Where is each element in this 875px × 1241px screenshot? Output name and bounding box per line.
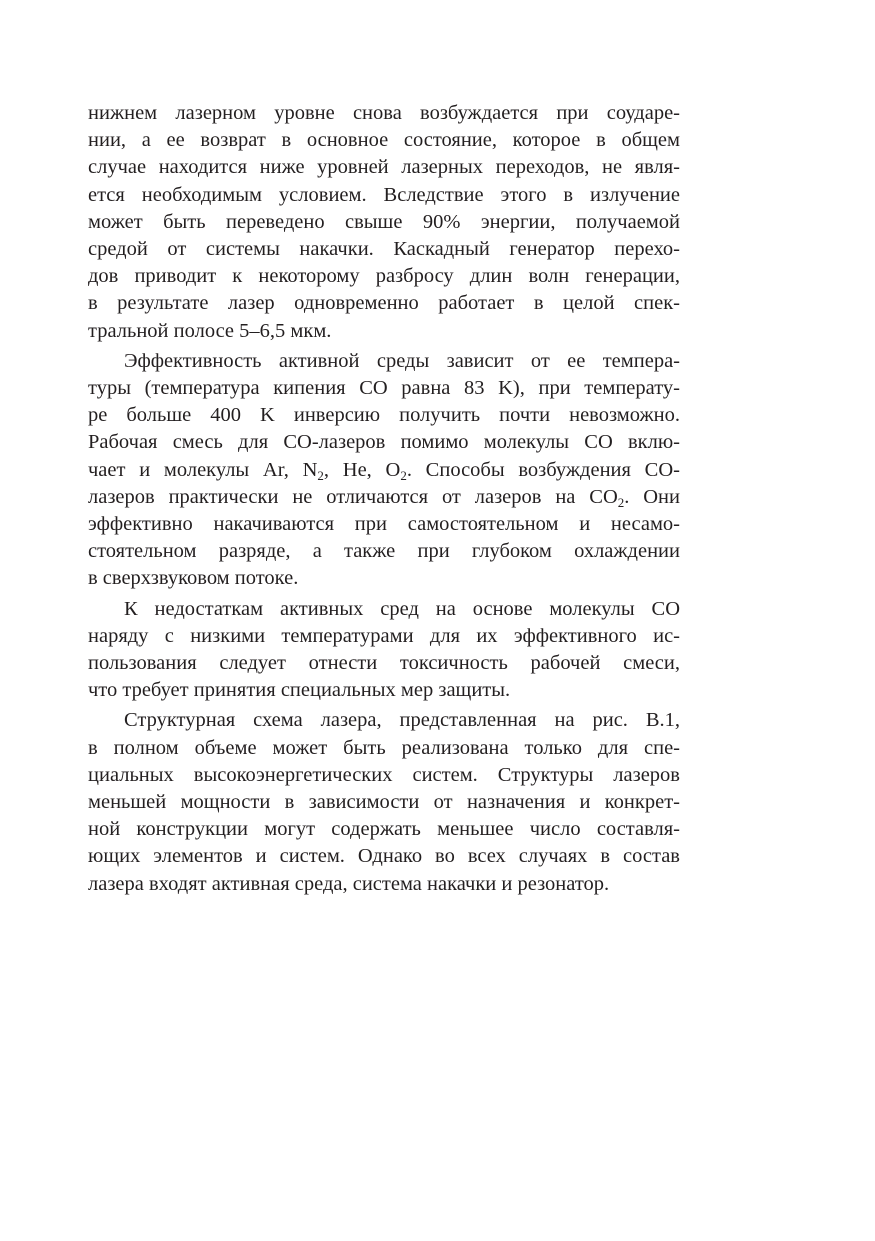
subscript: 2 bbox=[317, 467, 324, 483]
text-fragment: , He, O bbox=[323, 458, 401, 481]
text-line: наряду с низкими температурами для их эффективного ис- bbox=[88, 624, 680, 647]
text-fragment: . Они bbox=[624, 485, 680, 508]
text-line: нии, а ее возврат в основное состояние, которое в общем bbox=[88, 129, 680, 152]
text-line: лазера входят активная среда, система накачки и резонатор. bbox=[88, 872, 610, 895]
paragraph-1 bbox=[88, 100, 680, 345]
text-line-with-subscripts bbox=[88, 484, 680, 511]
text-line: в полном объеме может быть реализована только для спе- bbox=[88, 736, 680, 759]
text-fragment: лазеров практически не отличаются от лазеров на CO bbox=[88, 485, 618, 508]
text-line: средой от системы накачки. Каскадный генератор перехо- bbox=[88, 238, 680, 261]
text-line: нижнем лазерном уровне снова возбуждается при соударе- bbox=[88, 102, 680, 124]
subscript: 2 bbox=[617, 494, 625, 510]
paragraph-2 bbox=[88, 348, 680, 593]
text-line: ной конструкции могут содержать меньшее число составля- bbox=[88, 818, 680, 841]
text-line: пользования следует отнести токсичность рабочей смеси, bbox=[88, 652, 680, 675]
text-line: ющих элементов и систем. Однако во всех случаях в состав bbox=[88, 845, 680, 868]
text-line: дов приводит к некоторому разбросу длин волн генерации, bbox=[88, 265, 680, 288]
text-line: К недостаткам активных сред на основе молекулы CO bbox=[124, 597, 680, 620]
text-line: ре больше 400 K инверсию получить почти невозможно. bbox=[88, 404, 680, 427]
text-fragment: . Способы возбуждения CO- bbox=[406, 458, 680, 481]
text-line: что требует принятия специальных мер защиты. bbox=[88, 679, 511, 702]
paragraph-4 bbox=[88, 707, 680, 897]
text-line: в результате лазер одновременно работает в целой спек- bbox=[88, 292, 680, 315]
text-line: тральной полосе 5–6,5 мкм. bbox=[88, 319, 332, 342]
text-line: эффективно накачиваются при самостоятельном и несамо- bbox=[88, 513, 680, 536]
text-line: Рабочая смесь для CO-лазеров помимо молекулы CO вклю- bbox=[88, 431, 680, 454]
text-fragment: чает и молекулы Ar, N bbox=[88, 458, 318, 481]
text-line-with-subscripts bbox=[88, 457, 680, 484]
text-line: стоятельном разряде, а также при глубоком охлаждении bbox=[88, 540, 680, 563]
text-line: ется необходимым условием. Вследствие этого в излучение bbox=[88, 183, 680, 206]
text-line: случае находится ниже уровней лазерных переходов, не явля- bbox=[88, 156, 680, 179]
text-line: туры (температура кипения CO равна 83 K), при температу- bbox=[88, 377, 680, 400]
text-line: Эффективность активной среды зависит от ее темпера- bbox=[124, 349, 680, 372]
text-line: циальных высокоэнергетических систем. Структуры лазеров bbox=[88, 763, 680, 786]
text-line: меньшей мощности в зависимости от назначения и конкрет- bbox=[88, 791, 680, 814]
paragraph-3 bbox=[88, 596, 680, 705]
text-line: Структурная схема лазера, представленная на рис. В.1, bbox=[124, 709, 680, 732]
text-line: в сверхзвуковом потоке. bbox=[88, 567, 299, 590]
subscript: 2 bbox=[400, 467, 407, 483]
page-body bbox=[88, 100, 680, 898]
text-line: может быть переведено свыше 90% энергии, получаемой bbox=[88, 210, 680, 233]
